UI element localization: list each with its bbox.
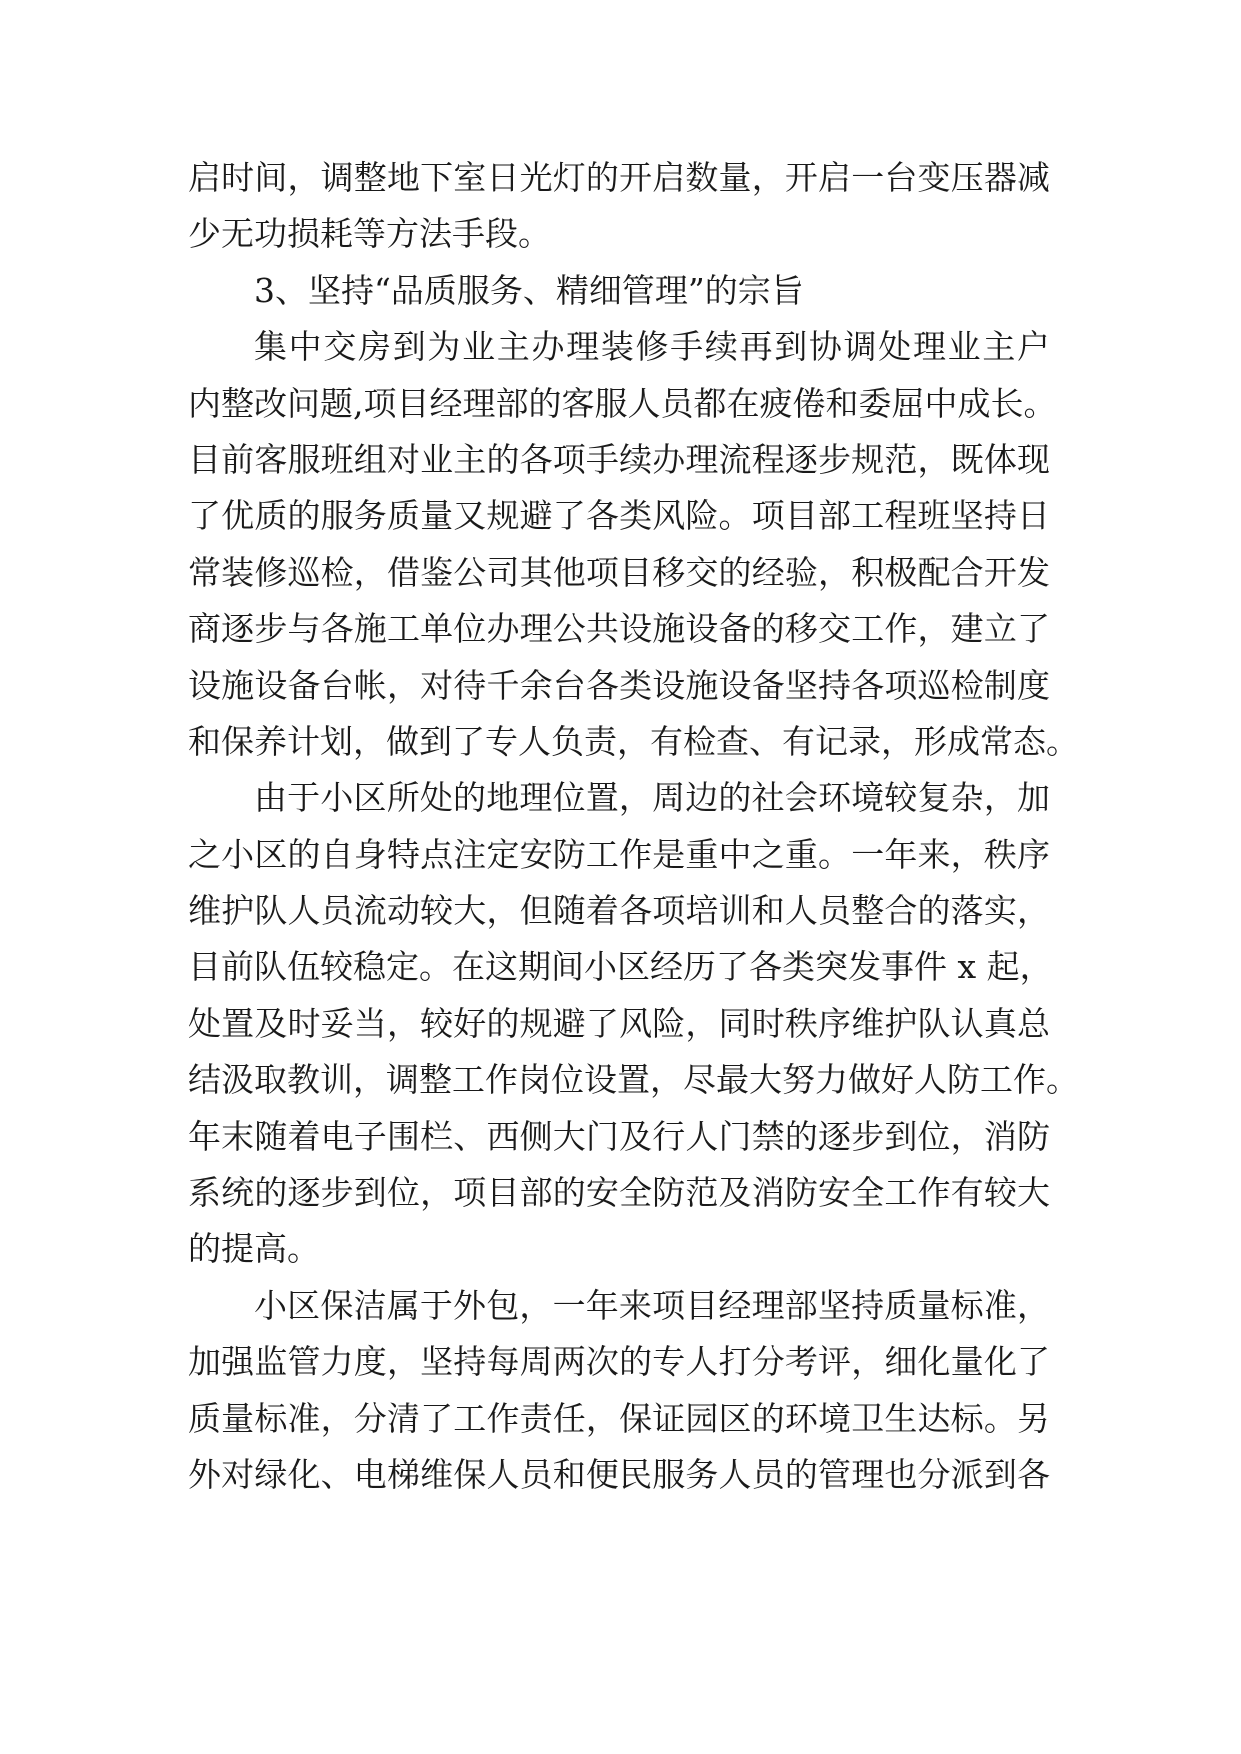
text-line: 目前队伍较稳定。在这期间小区经历了各类突发事件 x 起，: [188, 947, 1053, 987]
text-line: 维护队人员流动较大，但随着各项培训和人员整合的落实，: [188, 891, 1050, 931]
text-line: 了优质的服务质量又规避了各类风险。项目部工程班坚持日: [188, 496, 1050, 536]
document-page: [188, 150, 1079, 1503]
text-line: 和保养计划，做到了专人负责，有检查、有记录，形成常态。: [188, 721, 1079, 761]
text-line: 结汲取教训，调整工作岗位设置，尽最大努力做好人防工作。: [188, 1060, 1079, 1100]
text-line: 内整改问题,项目经理部的客服人员都在疲倦和委屈中成长。: [188, 383, 1057, 423]
text-line: 少无功损耗等方法手段。: [188, 214, 551, 254]
text-line: 目前客服班组对业主的各项手续办理流程逐步规范，既体现: [188, 439, 1050, 479]
section-heading: 3、坚持“品质服务、精细管理”的宗旨: [254, 270, 804, 310]
text-line: 年末随着电子围栏、西侧大门及行人门禁的逐步到位，消防: [188, 1116, 1050, 1156]
text-line: 外对绿化、电梯维保人员和便民服务人员的管理也分派到各: [188, 1454, 1050, 1494]
text-line: 启时间，调整地下室日光灯的开启数量，开启一台变压器减: [188, 158, 1050, 197]
text-line: 质量标准，分清了工作责任，保证园区的环境卫生达标。另: [188, 1398, 1050, 1438]
text-line: 之小区的自身特点注定安防工作是重中之重。一年来，秩序: [188, 834, 1050, 874]
paragraph-start-line: 由于小区所处的地理位置，周边的社会环境较复杂，加: [254, 778, 1050, 818]
text-line: 处置及时妥当，较好的规避了风险，同时秩序维护队认真总: [188, 1003, 1050, 1043]
text-line: 设施设备台帐，对待千余台各类设施设备坚持各项巡检制度: [188, 665, 1050, 705]
paragraph-start-line: 小区保洁属于外包，一年来项目经理部坚持质量标准，: [254, 1285, 1050, 1325]
text-line: 商逐步与各施工单位办理公共设施设备的移交工作，建立了: [188, 609, 1050, 649]
text-line: 加强监管力度，坚持每周两次的专人打分考评，细化量化了: [188, 1342, 1050, 1382]
paragraph-start-line: 集中交房到为业主办理装修手续再到协调处理业主户: [254, 327, 1050, 367]
text-line: 常装修巡检，借鉴公司其他项目移交的经验，积极配合开发: [188, 552, 1050, 592]
text-line: 系统的逐步到位，项目部的安全防范及消防安全工作有较大: [188, 1173, 1050, 1213]
text-line: 的提高。: [188, 1229, 320, 1269]
